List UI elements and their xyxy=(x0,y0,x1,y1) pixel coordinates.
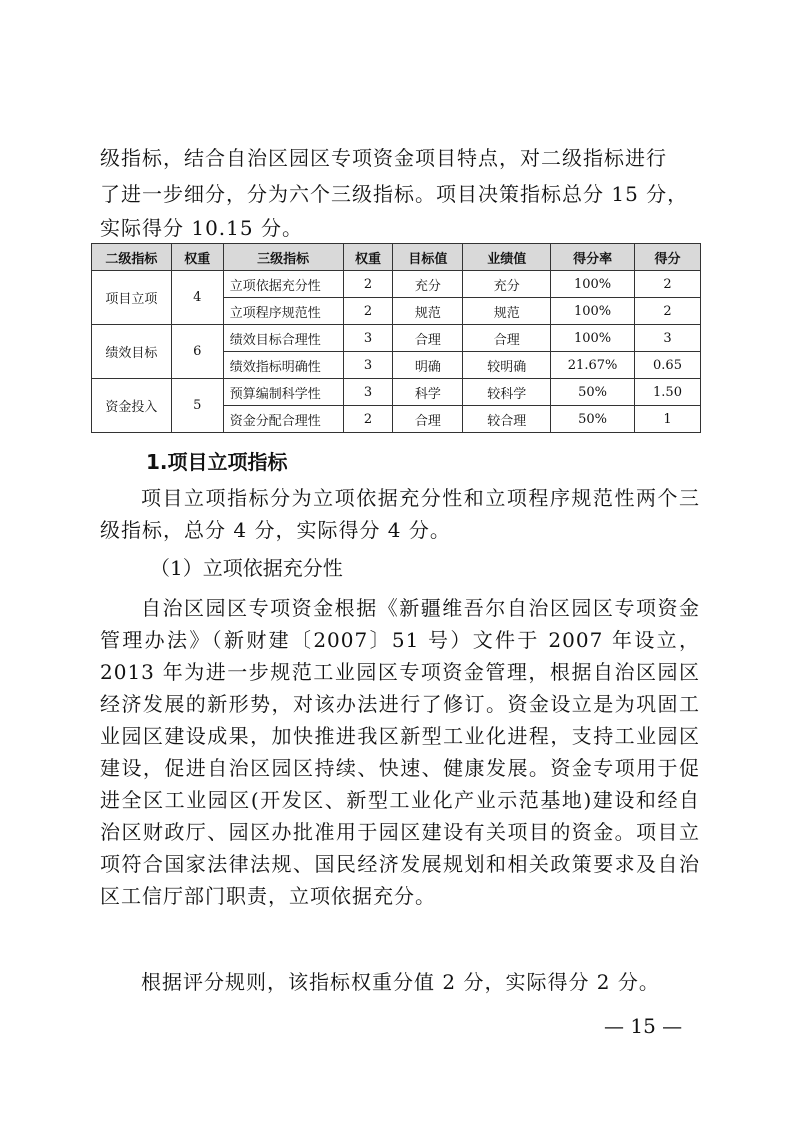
header-cell: 三级指标 xyxy=(223,244,343,271)
paragraph-2: 自治区园区专项资金根据《新疆维吾尔自治区园区专项资金管理办法》（新财建〔2007〕51 号）文件于 2007 年设立，2013 年为进一步规范工业园区专项资金管理，根据自治区园区经济发展的新形势，对该办法进行了修订。资金设立是为巩固工业园区建设成果，加快推进我区新型工业化进程，支持工业园区建设，促进自治区园区持续、快速、健康发展。资金专项用于促进全区工业园区(开发区、新型工业化产业示范基地)建设和经自治区财政厅、园区办批准用于园区建设有关项目的资金。项目立项符合国家法律法规、国民经济发展规划和相关政策要求及自治区工信厅部门职责，立项依据充分。 xyxy=(100,596,700,908)
indicator-name: 绩效指标明确性 xyxy=(223,352,343,379)
score-rate: 100% xyxy=(551,298,635,325)
actual-value: 规范 xyxy=(463,298,551,325)
table-row xyxy=(92,271,701,298)
indicator-weight: 3 xyxy=(343,352,393,379)
score: 1.50 xyxy=(635,379,701,406)
target-value: 合理 xyxy=(393,325,463,352)
score-rate: 100% xyxy=(551,325,635,352)
header-cell: 二级指标 xyxy=(92,244,172,271)
indicator-name: 预算编制科学性 xyxy=(223,379,343,406)
paragraph-3: 根据评分规则，该指标权重分值 2 分，实际得分 2 分。 xyxy=(141,970,660,994)
header-cell: 目标值 xyxy=(393,244,463,271)
indicator-name: 资金分配合理性 xyxy=(223,406,343,433)
table-row xyxy=(92,379,701,406)
target-value: 合理 xyxy=(393,406,463,433)
group-name: 项目立项 xyxy=(92,271,172,325)
subsection-heading: （1）立项依据充分性 xyxy=(150,556,343,580)
actual-value: 充分 xyxy=(463,271,551,298)
group-name: 绩效目标 xyxy=(92,325,172,379)
indicator-name: 立项依据充分性 xyxy=(223,271,343,298)
target-value: 规范 xyxy=(393,298,463,325)
score: 3 xyxy=(635,325,701,352)
indicator-weight: 2 xyxy=(343,271,393,298)
group-weight: 4 xyxy=(171,271,223,325)
header-cell: 业绩值 xyxy=(463,244,551,271)
intro-line-2: 了进一步细分，分为六个三级指标。项目决策指标总分 15 分， xyxy=(100,182,689,206)
group-weight: 6 xyxy=(171,325,223,379)
score: 2 xyxy=(635,298,701,325)
paragraph-1: 项目立项指标分为立项依据充分性和立项程序规范性两个三级指标，总分 4 分，实际得分 4 分。 xyxy=(100,486,700,542)
score: 1 xyxy=(635,406,701,433)
table-row xyxy=(92,325,701,352)
actual-value: 较科学 xyxy=(463,379,551,406)
header-cell: 得分率 xyxy=(551,244,635,271)
score: 2 xyxy=(635,271,701,298)
actual-value: 较明确 xyxy=(463,352,551,379)
score-rate: 21.67% xyxy=(551,352,635,379)
section-heading: 1.项目立项指标 xyxy=(146,450,288,474)
score-rate: 100% xyxy=(551,271,635,298)
header-cell: 得分 xyxy=(635,244,701,271)
header-cell: 权重 xyxy=(343,244,393,271)
header-cell: 权重 xyxy=(171,244,223,271)
actual-value: 较合理 xyxy=(463,406,551,433)
indicator-table xyxy=(91,243,701,433)
table-header-row xyxy=(92,244,701,271)
score-rate: 50% xyxy=(551,379,635,406)
page-number: — 15 — xyxy=(604,1014,683,1038)
intro-line-1: 级指标，结合自治区园区专项资金项目特点，对二级指标进行 xyxy=(100,146,667,170)
indicator-name: 绩效目标合理性 xyxy=(223,325,343,352)
intro-line-3: 实际得分 10.15 分。 xyxy=(100,216,303,240)
actual-value: 合理 xyxy=(463,325,551,352)
indicator-weight: 3 xyxy=(343,379,393,406)
indicator-weight: 2 xyxy=(343,406,393,433)
indicator-name: 立项程序规范性 xyxy=(223,298,343,325)
target-value: 明确 xyxy=(393,352,463,379)
indicator-weight: 3 xyxy=(343,325,393,352)
target-value: 科学 xyxy=(393,379,463,406)
score-rate: 50% xyxy=(551,406,635,433)
group-weight: 5 xyxy=(171,379,223,433)
indicator-weight: 2 xyxy=(343,298,393,325)
target-value: 充分 xyxy=(393,271,463,298)
score: 0.65 xyxy=(635,352,701,379)
group-name: 资金投入 xyxy=(92,379,172,433)
